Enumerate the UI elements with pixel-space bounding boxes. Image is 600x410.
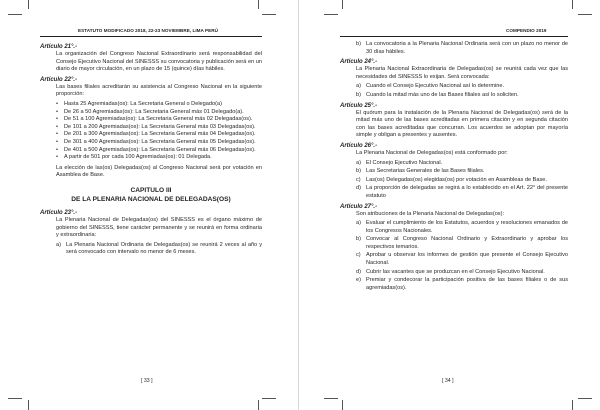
list-item — [356, 277, 568, 292]
list-item — [356, 252, 568, 267]
chapter-number: CAPITULO III — [130, 186, 172, 194]
list-item — [356, 41, 568, 56]
article-paragraph: Son atribuciones de la Plenaria Nacional de Delegadas(os): — [356, 210, 505, 217]
header-rule — [40, 36, 262, 37]
article-paragraph: Las bases filiales acreditarán su asistencia al Congreso Nacional en la siguiente proporción: — [56, 83, 262, 98]
list-item — [356, 168, 568, 176]
list-marker: e) — [356, 277, 361, 284]
list-item — [356, 220, 568, 235]
spread-divider — [298, 0, 299, 410]
page-right-body — [340, 41, 568, 293]
list-marker: d) — [356, 268, 361, 275]
list-item — [356, 160, 568, 168]
list-item: • De 26 a 50 Agremiadas(os): La Secretaria General más 01 Delegado(a). — [56, 109, 262, 117]
list-item: • De 101 a 200 Agremiadas(os): La Secretaria General más 03 Delegadas(os). — [56, 124, 262, 132]
list-marker: b) — [356, 91, 361, 98]
list-item-text: Cubrir las vacantes que se produzcan en el Consejo Ejecutivo Nacional. — [366, 268, 545, 275]
list-marker: a) — [356, 83, 361, 90]
delegates-proportion-list — [40, 101, 262, 162]
article-heading: Artículo 24°.- — [340, 59, 378, 66]
list-item-text: La proporción de delegadas se regirá a lo establecido en el Art. 22° del presente estatuto — [366, 185, 568, 199]
list-item-text: La Plenaria Nacional Ordinaria de Delegadas(os) se reunirá 2 veces al año y será convocado con intervalo no menor de 6 meses. — [66, 241, 262, 256]
list-item: • Hasta 25 Agremiadas(os): La Secretaria General o Delegado(a) — [56, 101, 262, 109]
lettered-list — [340, 83, 568, 99]
page-number: [ 33 ] — [141, 378, 153, 384]
article-heading: Artículo 27°.- — [340, 203, 378, 210]
article-heading: Artículo 23°.- — [40, 209, 78, 216]
list-item-text: Las(os) Delegadas(os) elegidas(os) por votación en Asambleas de Base. — [366, 176, 547, 183]
list-item-text: Premiar y condecorar la participación positiva de las bases filiales o de sus agremiadas(os). — [366, 277, 568, 291]
header-rule — [340, 36, 568, 37]
lettered-list — [40, 242, 262, 257]
chapter-title: DE LA PLENARIA NACIONAL DE DELEGADAS(OS) — [71, 195, 231, 203]
article-paragraph: La elección de las(os) Delegadas(os) al Congreso Nacional será por votación en Asamblea de Base. — [56, 164, 262, 179]
article-heading: Artículo 21°.- — [40, 44, 78, 50]
list-marker: b) — [356, 168, 361, 175]
list-item-text: Cuando el Consejo Ejecutivo Nacional así lo determine. — [366, 83, 505, 90]
page-number: [ 34 ] — [442, 378, 454, 384]
list-item — [356, 236, 568, 251]
running-head: COMPENDIO 2019 — [506, 28, 547, 33]
article-heading: Artículo 26°.- — [340, 142, 378, 149]
article-heading: Artículo 22°.- — [40, 76, 78, 83]
list-item — [356, 92, 568, 100]
lettered-list — [340, 41, 568, 56]
list-item-text: Las Secretarias Generales de las Bases filiales. — [366, 168, 485, 175]
list-item: • A partir de 501 por cada 100 Agremiadas(os): 01 Delegada. — [56, 154, 262, 162]
article-paragraph: El quórum para la instalación de la Plenaria Nacional de Delegadas(os) será de la mitad más uno de las bases acreditadas en primera citación y en segunda citación con las bases acreditadas que concurran. Los acuerdos se adoptan por mayoría simple y obligan a presentes y ausentes. — [356, 109, 568, 139]
running-head: ESTATUTO MODIFICADO 2018, 22-23 NOVIEMBRE, LIMA PERÚ — [78, 28, 219, 33]
list-item-text: El Consejo Ejecutivo Nacional. — [366, 159, 443, 166]
list-item: • De 51 a 100 Agremiadas(os): La Secretaria General más 02 Delegadas(os). — [56, 116, 262, 124]
article-paragraph: La Plenaria Nacional de Delegadas(os) del SINESSS es el órgano máximo de gobierno del SINESSS, tiene carácter permanente y se reunirá en forma ordinaria y extraordinaria: — [56, 216, 262, 239]
page-left — [0, 0, 298, 410]
list-marker: c) — [356, 176, 361, 183]
list-item — [356, 269, 568, 277]
list-item — [356, 185, 568, 200]
list-item-text: Evaluar el cumplimiento de los Estatutos, acuerdos y resoluciones emanados de los Congresos Nacionales. — [366, 220, 568, 234]
list-item — [56, 242, 262, 257]
lettered-list — [340, 220, 568, 292]
list-item-text: Convocar al Congreso Nacional Ordinario y Extraordinario y aprobar los respectivos temarios. — [366, 236, 568, 250]
page-right — [300, 0, 600, 410]
article-paragraph: La Plenaria Nacional de Delegadas(os) está conformado por: — [356, 149, 508, 156]
article-heading: Artículo 25°.- — [340, 102, 378, 109]
list-item — [356, 177, 568, 185]
article-paragraph: La organización del Congreso Nacional Extraordinario será responsabilidad del Consejo Ejecutivo Nacional del SINESSS su convocatoria y publicación será en un diario de mayor circulación, en un plazo de 15 (quince) días hábiles. — [56, 51, 262, 73]
list-marker: b) — [356, 236, 361, 243]
list-marker: a) — [356, 220, 361, 227]
list-marker: b) — [356, 41, 361, 47]
list-item: • De 401 a 500 Agremiadas(os): La Secretaria General más 06 Delegadas(os). — [56, 147, 262, 155]
article-paragraph: La Plenaria Nacional Extraordinaria de Delegadas(os) se reunirá cada vez que las necesidades del SINESSS lo exijan. Será convocada: — [356, 66, 568, 80]
list-marker: c) — [356, 252, 361, 259]
list-item: • De 301 a 400 Agremiadas(os): La Secretaria General más 05 Delegadas(os). — [56, 139, 262, 147]
list-marker: d) — [356, 185, 361, 192]
lettered-list — [340, 160, 568, 201]
list-item-text: La convocatoria a la Plenaria Nacional Ordinaria será con un plazo no menor de 30 días hábiles. — [366, 41, 568, 55]
list-item — [356, 83, 568, 91]
page-left-body — [40, 41, 262, 258]
list-marker: a) — [56, 241, 61, 248]
list-marker: a) — [356, 159, 361, 166]
list-item-text: Cuando la mitad más uno de las Bases filiales así lo soliciten. — [366, 91, 519, 98]
list-item-text: Aprobar u observar los informes de gestión que presente el Consejo Ejecutivo Nacional. — [366, 252, 568, 267]
list-item: • De 201 a 300 Agremiadas(os): La Secretaria General más 04 Delegadas(os). — [56, 131, 262, 139]
